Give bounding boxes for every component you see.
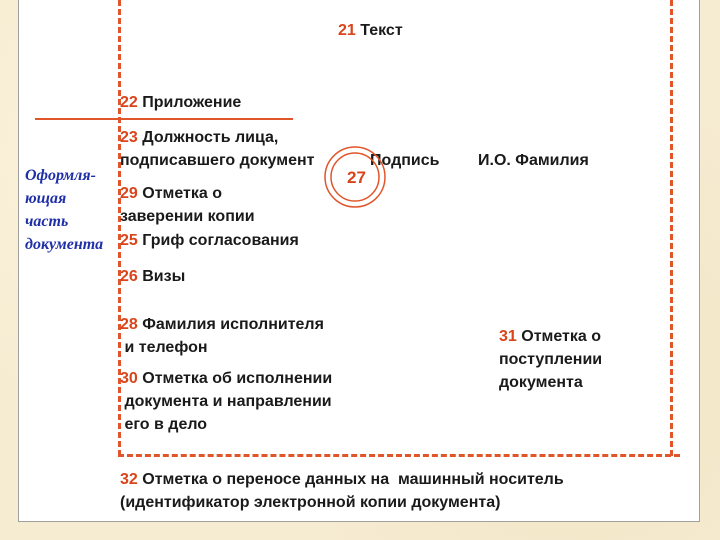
field-number: 28 xyxy=(120,316,138,333)
side-label xyxy=(25,164,103,256)
field-label: (идентификатор электронной копии документа) xyxy=(120,494,501,511)
field-number: 29 xyxy=(120,185,138,202)
field-number: 32 xyxy=(120,471,138,488)
field-number: 23 xyxy=(120,129,138,146)
field-label: Отметка о xyxy=(142,185,223,202)
side-label-line: часть xyxy=(25,213,69,230)
field-label: Отметка о переносе данных на машинный носитель xyxy=(142,471,564,488)
field-number: 30 xyxy=(120,370,138,387)
field-label: Приложение xyxy=(142,94,242,111)
field-label: и телефон xyxy=(120,339,208,356)
side-label-line: ющая xyxy=(25,190,67,207)
seal-number: 27 xyxy=(347,168,366,187)
field-signer-position xyxy=(120,126,314,172)
field-attachment xyxy=(120,91,241,114)
field-label: подписавшего документ xyxy=(120,152,315,169)
field-number: 31 xyxy=(499,328,517,345)
field-label: документа и направлении xyxy=(120,393,332,410)
field-label: Должность лица, xyxy=(142,129,279,146)
bottom-dashed-border xyxy=(118,454,680,457)
field-number: 25 xyxy=(120,232,138,249)
signature-label: Подпись xyxy=(370,152,440,169)
field-executor xyxy=(120,313,324,359)
side-label-line: Оформля- xyxy=(25,167,96,184)
field-label: заверении копии xyxy=(120,208,255,225)
side-label-line: документа xyxy=(25,236,104,253)
field-label: документа xyxy=(499,374,583,391)
field-receipt-mark xyxy=(499,325,602,394)
field-number: 26 xyxy=(120,268,138,285)
field-label: Гриф согласования xyxy=(142,232,299,249)
field-label: Текст xyxy=(360,22,403,39)
field-approval-stamp xyxy=(120,229,299,252)
field-copy-certification xyxy=(120,182,255,228)
field-text xyxy=(338,19,403,42)
field-label: Отметка о xyxy=(521,328,602,345)
fullname-label: И.О. Фамилия xyxy=(478,152,589,169)
field-number: 22 xyxy=(120,94,138,111)
field-label: Визы xyxy=(142,268,186,285)
field-label: его в дело xyxy=(120,416,208,433)
field-label: поступлении xyxy=(499,351,603,368)
right-dashed-border xyxy=(670,0,673,456)
field-label: Фамилия исполнителя xyxy=(142,316,324,333)
field-label: Отметка об исполнении xyxy=(142,370,333,387)
section-divider-line xyxy=(35,118,293,120)
field-visas xyxy=(120,265,185,288)
field-number: 21 xyxy=(338,22,356,39)
field-data-transfer-mark xyxy=(120,468,564,514)
field-execution-mark xyxy=(120,367,332,436)
